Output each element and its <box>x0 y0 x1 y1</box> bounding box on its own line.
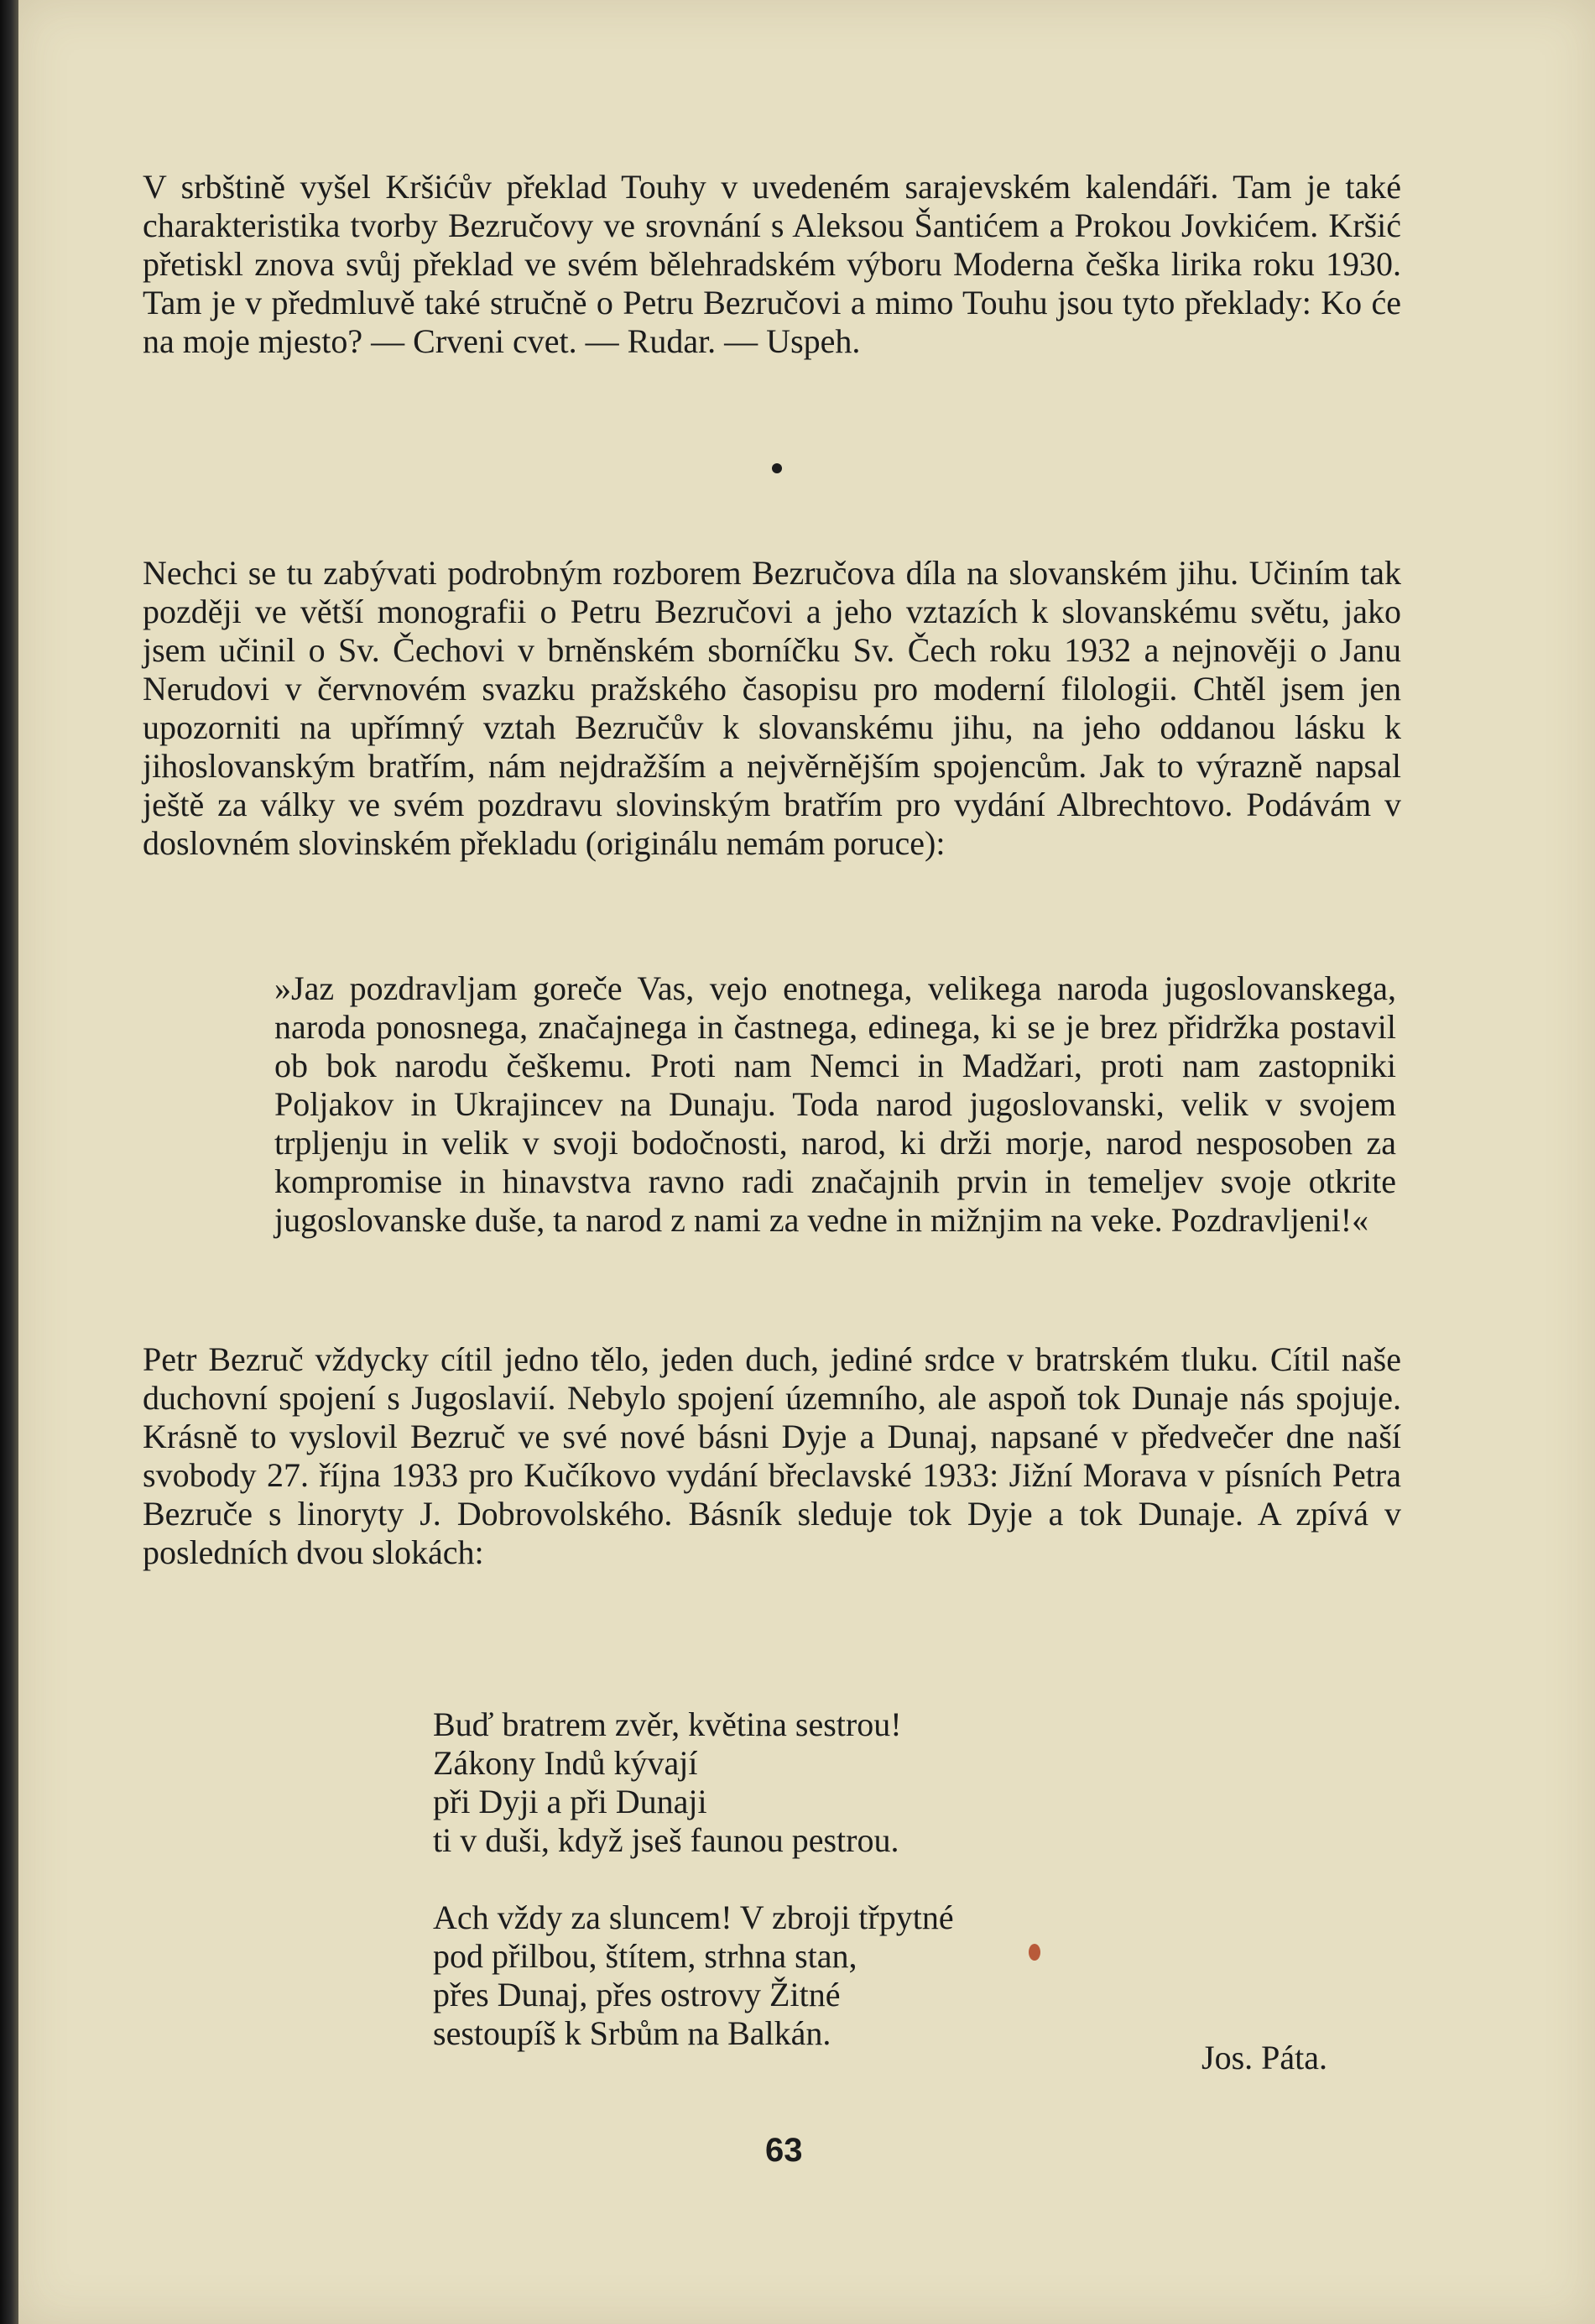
poem-line: přes Dunaj, přes ostrovy Žitné <box>433 1976 841 2013</box>
poem-line: při Dyji a při Dunaji <box>433 1783 707 1820</box>
scan-edge <box>0 0 18 2324</box>
poem <box>433 1705 954 2053</box>
poem-line: sestoupíš k Srbům na Balkán. <box>433 2014 831 2052</box>
paragraph-2-text: Nechci se tu zabývati podrobným rozborem Bezručova díla na slovanském jihu. Učiním tak později ve větší monografii o Petru Bezručovi a jeho vztazích k slovanskému světu, jako jsem učinil o Sv. Čechovi v brněnském sborníčku Sv. Čech roku 1932 a nejnověji o Janu Nerudovi v červnovém svazku pražského časopisu pro moderní filologii. Chtěl jsem jen upozorniti na upřímný vztah Bezručův k slovanskému jihu, na jeho oddanou lásku k jihoslovanským bratřím, nám nejdražším a nejvěrnějším spojencům. Jak to výrazně napsal ještě za války ve svém pozdravu slovinským bratřím pro vydání Albrechtovo. Podávám v doslovném slovinském překladu (originálu nemám poruce): <box>143 554 1401 862</box>
paragraph-1-text: V srbštině vyšel Kršićův překlad Touhy v uvedeném sarajevském kalendáři. Tam je také charakteristika tvorby Bezručovy ve srovnání s Aleksou Šantićem a Prokou Jovkićem. Kršić přetiskl znova svůj překlad ve svém bělehradském výboru Moderna češka lirika roku 1930. Tam je v předmluvě také stručně o Petru Bezručovi a mimo Touhu jsou tyto překlady: Ko će na moje mjesto? — Crveni cvet. — Rudar. — Uspeh. <box>143 168 1401 360</box>
section-separator-dot <box>772 463 782 473</box>
author-signature: Jos. Páta. <box>1201 2039 1327 2076</box>
paragraph-1 <box>143 168 1401 361</box>
poem-line: ti v duši, když jseš faunou pestrou. <box>433 1821 899 1859</box>
paragraph-2 <box>143 554 1401 863</box>
poem-line: Ach vždy za sluncem! V zbroji třpytné <box>433 1898 954 1936</box>
slovene-quote-text: »Jaz pozdravljam goreče Vas, vejo enotnega, velikega naroda jugoslovanskega, naroda ponosnega, značajnega in častnega, edinega, ki se je brez přidržka postavil ob bok narodu češkemu. Proti nam Nemci in Madžari, proti nam zastopniki Poljakov in Ukrajincev na Dunaju. Toda narod jugoslovanski, velik v svojem trpljenju in velik v svoji bodočnosti, narod, ki drži morje, narod nesposoben za kompromise in hinavstva ravno radi značajnih prvin in temeljev svoje otkrite jugoslovanske duše, ta narod z nami za vedne in mižnjim na veke. Pozdravljeni!« <box>274 969 1396 1239</box>
poem-line: Buď bratrem zvěr, květina sestrou! <box>433 1705 902 1743</box>
page-number: 63 <box>765 2132 803 2169</box>
ink-mark <box>1029 1944 1040 1961</box>
slovene-quote <box>274 969 1396 1240</box>
poem-line: Zákony Indů kývají <box>433 1744 698 1782</box>
poem-line: pod přilbou, štítem, strhna stan, <box>433 1937 857 1975</box>
paragraph-3-text: Petr Bezruč vždycky cítil jedno tělo, jeden duch, jediné srdce v bratrském tluku. Cítil naše duchovní spojení s Jugoslavií. Nebylo spojení územního, ale aspoň tok Dunaje nás spojuje. Krásně to vyslovil Bezruč ve své nové básni Dyje a Dunaj, napsané v předvečer dne naší svobody 27. října 1933 pro Kučíkovo vydání břeclavské 1933: Jižní Morava v písních Petra Bezruče s linoryty J. Dobrovolského. Básník sleduje tok Dyje a tok Dunaje. A zpívá v posledních dvou slokách: <box>143 1340 1401 1571</box>
paragraph-3 <box>143 1340 1401 1572</box>
